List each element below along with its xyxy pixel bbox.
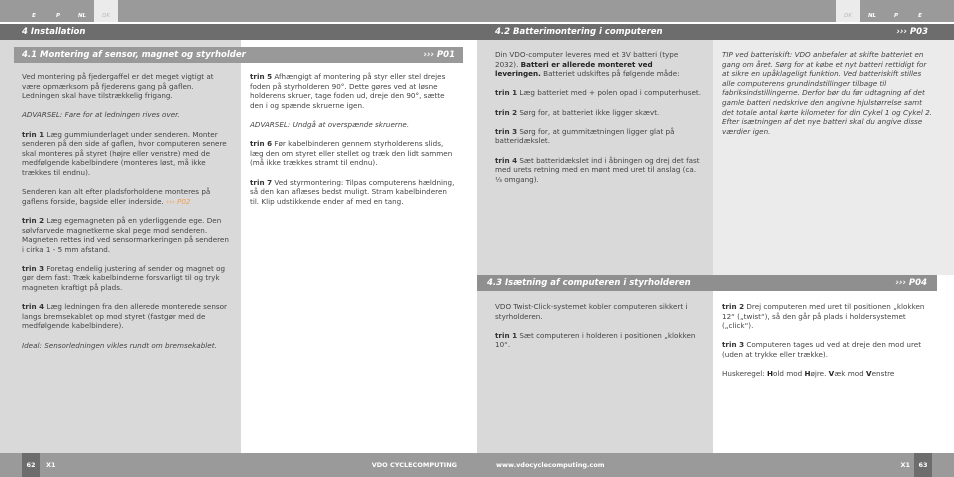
warning-text: ADVARSEL: Fare for at ledningen rives over.	[22, 110, 180, 120]
step-5	[250, 72, 456, 110]
footer-right	[477, 453, 954, 477]
step-1	[22, 130, 232, 178]
section-header-4-3	[477, 275, 937, 291]
step-text: Sørg for, at batteriet ikke ligger skævt.	[517, 107, 660, 117]
step-text: Læg batteriet med + polen opad i computerhuset.	[517, 88, 701, 98]
step-2	[495, 108, 701, 118]
step-2	[22, 216, 232, 254]
paragraph	[495, 50, 701, 79]
paragraph-text: Batteriet udskiftes på følgende måde:	[540, 69, 680, 79]
step-7	[250, 178, 456, 207]
rule-prefix: Huskeregel:	[722, 369, 767, 379]
rule-letter: V	[866, 369, 872, 379]
step-6	[250, 139, 456, 168]
section-ref[interactable]: ››› P04	[895, 278, 927, 288]
step-text: Foretag endelig justering af sender og magnet og gør dem fast: Træk kabelbinderne forsvarligt til og tryk magneten kraftigt på plads.	[22, 263, 226, 293]
section-title: 4.1 Montering af sensor, magnet og styrholder	[22, 50, 246, 60]
left-column-2	[250, 72, 456, 216]
step-3	[22, 264, 232, 293]
warning-text: ADVARSEL: Undgå at overspænde skruerne.	[250, 119, 410, 129]
step-label: trin 3	[495, 126, 518, 136]
section-title: 4.3 Isætning af computeren i styrholderen	[487, 278, 691, 288]
step-text: Sæt computeren i holderen i positionen „klokken 10“.	[495, 330, 696, 350]
rule-letter: V	[828, 369, 835, 379]
step-3	[722, 340, 934, 359]
step-label: trin 1	[22, 129, 45, 139]
bold-text: Batteri er allerede monteret ved leveringen.	[495, 59, 653, 79]
step-text: Læg gummiunderlaget under senderen. Monter senderen på den side af gaflen, hvor computeren senere skal monteres på styret (højre eller venstre) med de medfølgende kabelbindere (monteres løst, må ikke trækkes til endnu).	[22, 129, 227, 177]
step-text: Sørg for, at gummitætningen ligger glat på batteridækslet.	[495, 126, 675, 146]
step-label: trin 4	[22, 302, 45, 312]
step-3	[495, 127, 701, 146]
tip-text: TIP ved batteriskift: VDO anbefaler at skifte batteriet en gang om året. Sørg for at købe et nyt batteri rettidigt for at sikre en upåklageligt funktion. Ved batteriskift stilles alle computerens grundindstillinger tilbage til fabriksindstillingerne. Derfor bør du før udtagning af det gamle batteri nedskrive den angivne hjulstørrelse samt det totale antal kørte kilometer for din Cykel 1 og Cykel 2. Efter isætningen af det nye batteri skal du angive disse værdier igen.	[722, 50, 932, 136]
ideal-note: Ideal: Sensorledningen vikles rundt om bremsekablet.	[22, 340, 217, 350]
step-label: trin 3	[722, 340, 745, 350]
step-label: trin 7	[250, 177, 273, 187]
step-label: trin 1	[495, 88, 518, 98]
lang-tab-p[interactable]: P	[893, 13, 899, 19]
figure-ref[interactable]: ››› P02	[166, 196, 191, 206]
right-column-3	[495, 302, 705, 360]
lang-tab-e[interactable]: E	[918, 13, 922, 19]
paragraph: Ved montering på fjedergaffel er det meget vigtigt at være opmærksom på fjederens gang på gaflen. Ledningen skal have tilstrækkelig frigang.	[22, 72, 214, 101]
step-label: trin 5	[250, 72, 273, 81]
lang-tab-p[interactable]: P	[55, 13, 61, 19]
lang-tab-e[interactable]: E	[32, 13, 36, 19]
lang-tab-dk[interactable]: DK	[836, 0, 860, 22]
paragraph-text: Senderen kan alt efter pladsforholdene monteres på gaflens forside, bagside eller inderside.	[22, 187, 211, 206]
page-number: 62	[22, 453, 40, 477]
website-link[interactable]: www.vdocyclecomputing.com	[496, 461, 605, 469]
section-header-4-1	[14, 47, 463, 63]
step-label: trin 1	[495, 330, 518, 340]
step-4	[22, 302, 232, 331]
step-2	[722, 302, 934, 331]
section-ref[interactable]: ››› P03	[896, 27, 928, 37]
right-column-4	[722, 302, 934, 388]
language-tabs-left	[0, 0, 477, 22]
footer-left	[0, 453, 477, 477]
memory-rule	[722, 369, 934, 379]
model-label: X1	[900, 461, 910, 469]
brand-label: VDO CYCLECOMPUTING	[371, 461, 457, 469]
step-label: trin 4	[495, 155, 518, 165]
page-title-text: 4 Installation	[22, 27, 86, 37]
rule-text: øjre.	[810, 369, 829, 379]
rule-letter: H	[804, 369, 811, 379]
right-column-2	[722, 50, 932, 146]
lang-tab-dk[interactable]: DK	[94, 0, 118, 22]
right-column-1	[495, 50, 701, 194]
rule-text: old mod	[772, 369, 805, 379]
lang-tab-nl[interactable]: NL	[77, 13, 87, 19]
language-tabs-right	[477, 0, 954, 22]
model-label: X1	[46, 461, 56, 469]
section-ref[interactable]: ››› P01	[423, 50, 455, 60]
paragraph: VDO Twist-Click-systemet kobler computeren sikkert i styrholderen.	[495, 302, 688, 321]
left-column-1	[22, 72, 232, 360]
rule-letter: H	[766, 369, 773, 379]
step-text: Ved styrmontering: Tilpas computerens hældning, så den kan aflæses bedst muligt. Stram kabelbinderen til. Klip udstikkende ender af med en tang.	[250, 177, 455, 206]
step-4	[495, 156, 701, 185]
step-text: Læg egemagneten på en yderliggende ege. Den sølvfarvede magnetkerne skal pege mod senderen. Magneten rettes ind ved sensormarkeringen på senderen i cirka 1 - 5 mm afstand.	[22, 215, 229, 254]
step-text: Før kabelbinderen gennem styrholderens slids, læg den om styret eller stellet og træk den lidt sammen (må ikke trækkes stramt til endnu).	[250, 139, 453, 168]
step-text: Sæt batteridækslet ind i åbningen og drej det fast med urets retning med en mønt med uret til anslag (ca. ⅓ omgang).	[495, 155, 700, 184]
page-number: 63	[914, 453, 932, 477]
step-label: trin 2	[722, 302, 745, 311]
step-label: trin 2	[495, 107, 518, 117]
section-header-4-2	[477, 24, 954, 40]
step-text: Computeren tages ud ved at dreje den mod uret (uden at trykke eller trække).	[722, 340, 922, 359]
rule-text: æk mod	[834, 369, 867, 379]
rule-text: enstre	[871, 369, 895, 379]
step-label: trin 3	[22, 263, 45, 273]
step-1	[495, 331, 705, 350]
lang-tab-nl[interactable]: NL	[867, 13, 877, 19]
step-text: Læg ledningen fra den allerede monterede sensor langs bremsekablet op mod styret (fastgør med de medfølgende kabelbindere).	[22, 302, 227, 331]
step-1	[495, 88, 701, 98]
section-title: 4.2 Batterimontering i computeren	[495, 27, 663, 37]
paragraph	[22, 187, 232, 206]
step-label: trin 6	[250, 139, 273, 149]
step-text: Afhængigt af montering på styr eller stel drejes foden på styrholderen 90°. Dette gøres ved at løsne holderens skruer, tage foden ud, dreje den 90°, sætte den i og spænde skruerne igen.	[250, 72, 446, 110]
step-text: Drej computeren med uret til positionen „klokken 12“ („twist“), så den går på plads i holdersystemet („click“).	[722, 302, 925, 331]
page-title	[0, 24, 477, 40]
paragraph-text: Din VDO-computer leveres med et 3V batteri (type 2032).	[495, 50, 679, 69]
step-label: trin 2	[22, 215, 45, 225]
